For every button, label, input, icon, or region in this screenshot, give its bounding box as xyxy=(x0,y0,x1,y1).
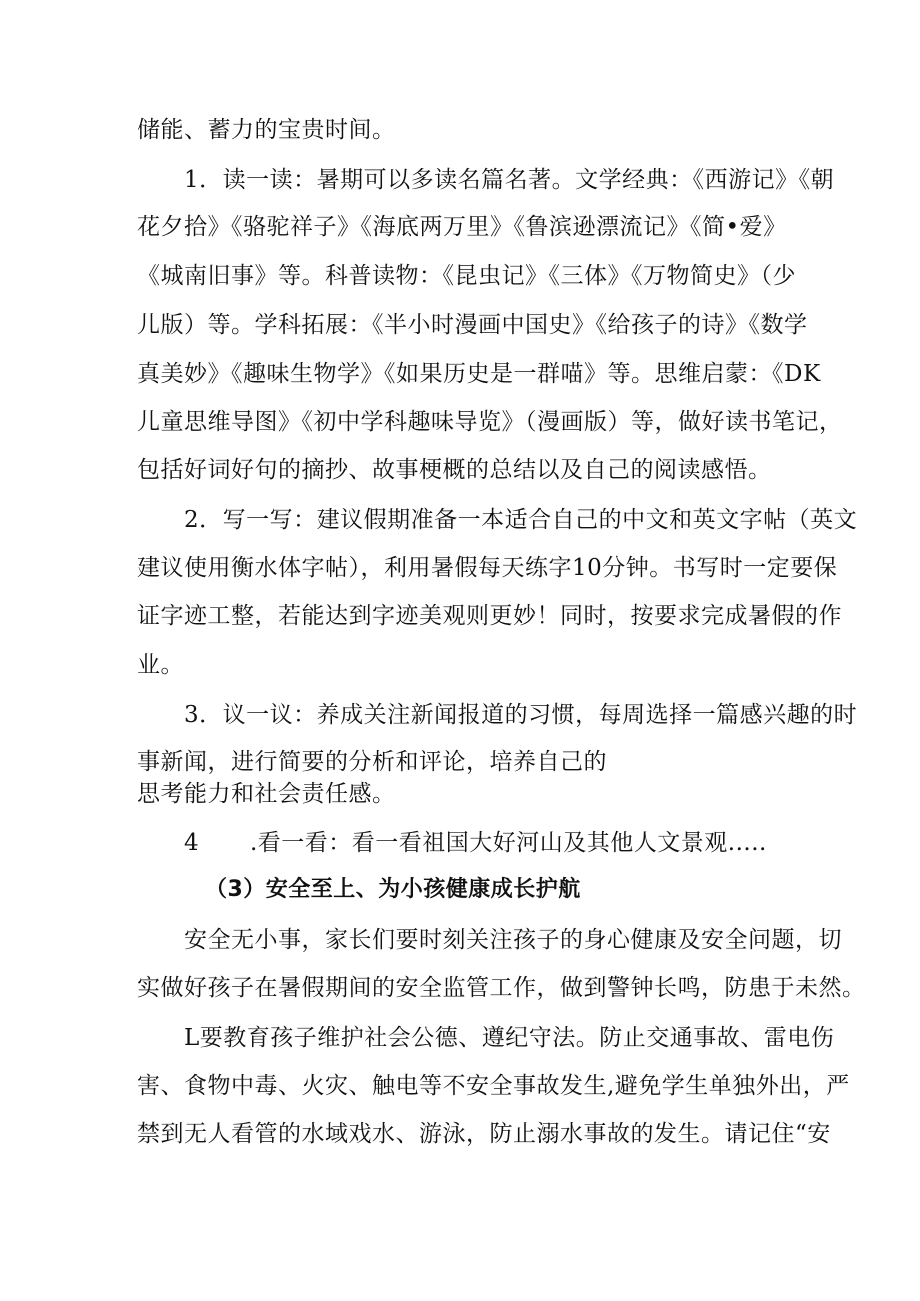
text-line: 真美妙》《趣味生物学》《如果历史是一群喵》等。思维启蒙：《DK xyxy=(137,361,821,387)
text-line: 储能、蓄力的宝贵时间。 xyxy=(137,117,396,143)
text-line: 证字迹工整，若能达到字迹美观则更妙！同时，按要求完成暑假的作 xyxy=(137,603,842,629)
text-line: 实做好孩子在暑假期间的安全监管工作，做到警钟长鸣，防患于未然。 xyxy=(137,975,866,1001)
text-line: 业。 xyxy=(137,652,184,678)
text-line: L要教育孩子维护社会公德、遵纪守法。防止交通事故、雷电伤 xyxy=(184,1025,835,1051)
text-line: 3．议一议：养成关注新闻报道的习惯，每周选择一篇感兴趣的时 xyxy=(184,702,858,728)
text-line: 禁到无人看管的水域戏水、游泳，防止溺水事故的发生。请记住“安 xyxy=(137,1121,831,1147)
text-line: 2．写一写：建议假期准备一本适合自己的中文和英文字帖（英文 xyxy=(184,507,858,533)
text-line: 儿童思维导图》《初中学科趣味导览》（漫画版）等，做好读书笔记， xyxy=(137,409,843,435)
text-line: 包括好词好句的摘抄、故事梗概的总结以及自己的阅读感悟。 xyxy=(137,457,772,483)
list-number: 4 xyxy=(184,830,200,856)
text-line: 建议使用衡水体字帖），利用暑假每天练字10分钟。书写时一定要保 xyxy=(137,555,838,581)
text-line: .看一看：看一看祖国大好河山及其他人文景观..... xyxy=(250,830,767,856)
text-line: 1．读一读：暑期可以多读名篇名著。文学经典：《西游记》《朝 xyxy=(184,167,835,193)
text-line: 事新闻，进行简要的分析和评论，培养自己的 xyxy=(137,749,607,775)
text-line: 《城南旧事》等。科普读物：《昆虫记》《三体》《万物简史》（少 xyxy=(137,263,796,289)
text-line: 儿版）等。学科拓展：《半小时漫画中国史》《给孩子的诗》《数学 xyxy=(137,312,808,338)
section-heading: （3）安全至上、为小孩健康成长护航 xyxy=(205,877,581,902)
text-line: 思考能力和社会责任感。 xyxy=(137,781,396,807)
text-line: 安全无小事，家长们要时刻关注孩子的身心健康及安全问题，切 xyxy=(184,927,842,953)
text-line: 害、食物中毒、火灾、触电等不安全事故发生,避免学生单独外出，严 xyxy=(137,1073,850,1099)
text-line: 花夕拾》《骆驼祥子》《海底两万里》《鲁滨逊漂流记》《简•爱》 xyxy=(137,214,787,240)
